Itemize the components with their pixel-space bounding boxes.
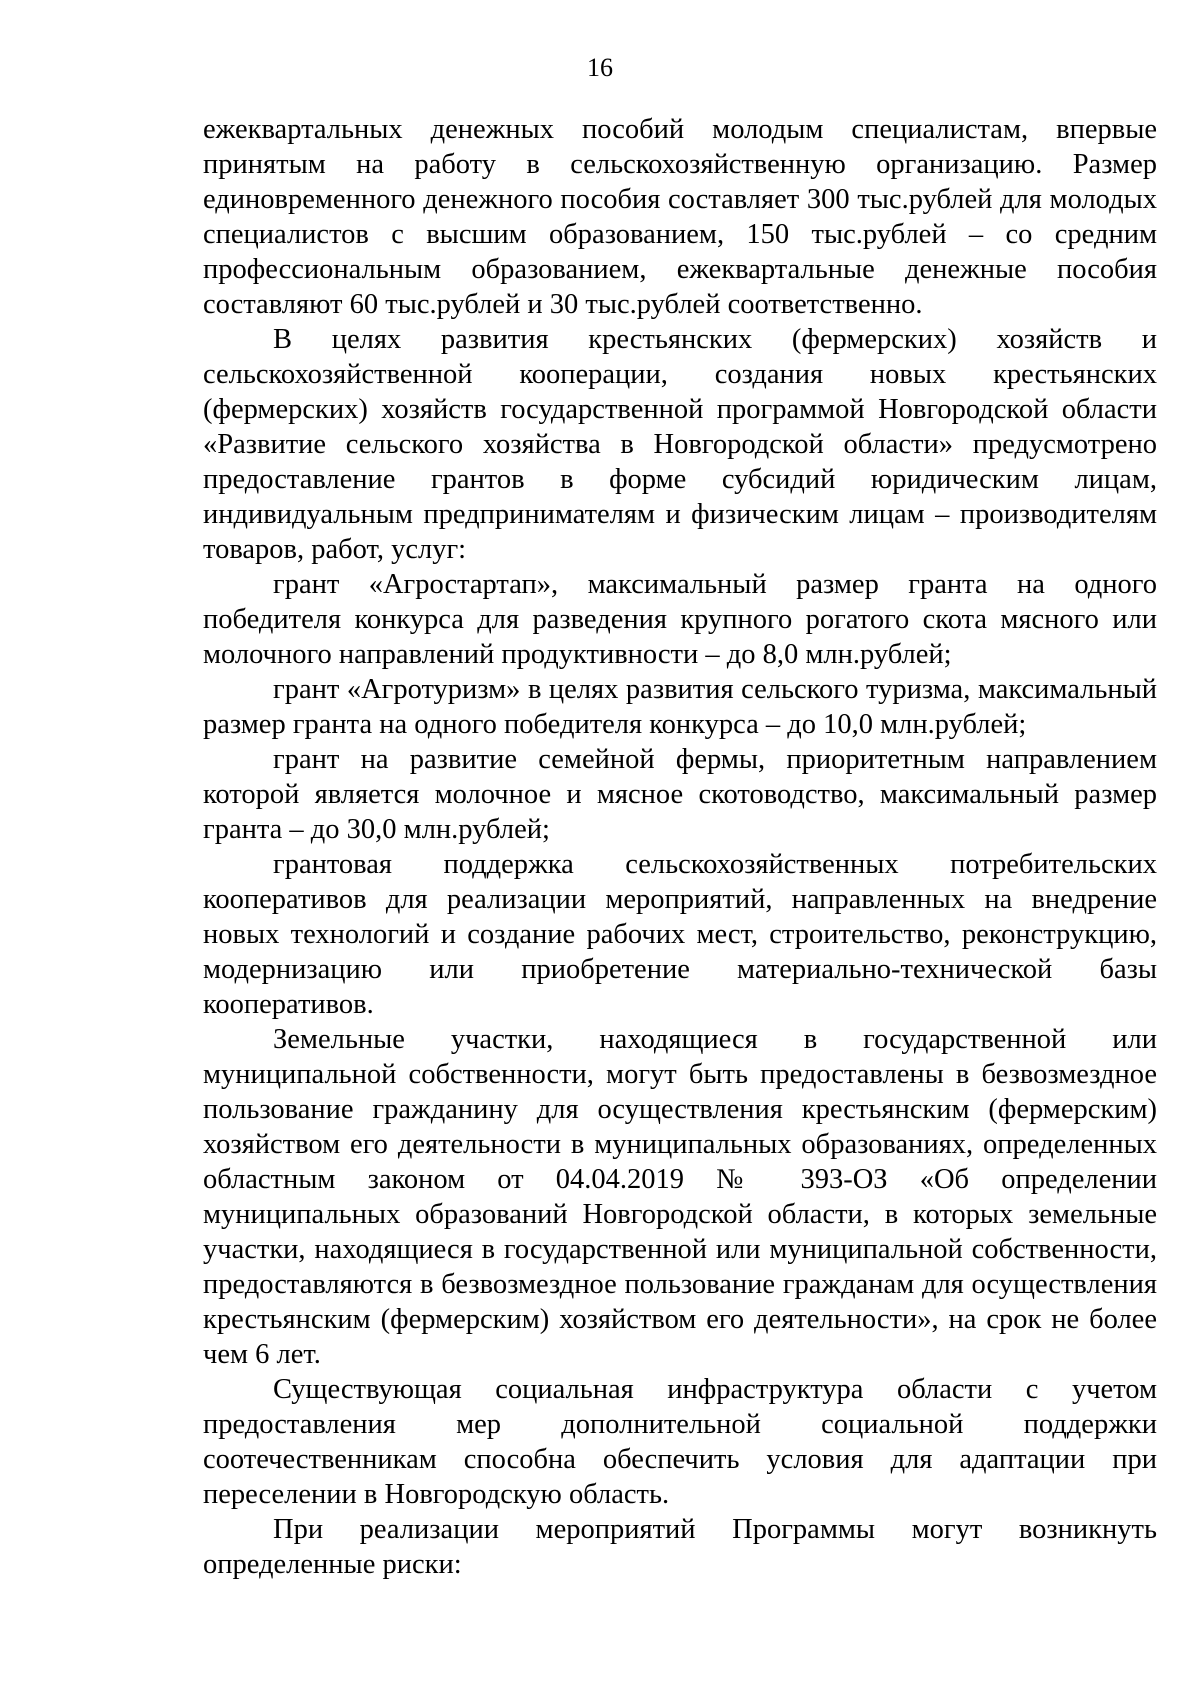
paragraph-land-plots: Земельные участки, находящиеся в государственной или муниципальной собственности, могут быть предоставлены в безвозмездное пользование гражданину для осуществления крестьянским (фермерским) хозяйством его деятельности в муниципальных образованиях, определенных областным законом от 04.04.2019 № 393-ОЗ «Об определении муниципальных образований Новгородской области, в которых земельные участки, находящиеся в государственной или муниципальной собственности, предоставляются в безвозмездное пользование гражданам для осуществления крестьянским (фермерским) хозяйством его деятельности», на срок не более чем 6 лет. xyxy=(203,1024,1157,1370)
paragraph-grant-agrostartap: грант «Агростартап», максимальный размер гранта на одного победителя конкурса для разведения крупного рогатого скота мясного или молочного направлений продуктивности – до 8,0 млн.рублей; xyxy=(203,569,1157,670)
paragraph-social-infrastructure: Существующая социальная инфраструктура области с учетом предоставления мер дополнительной социальной поддержки соотечественникам способна обеспечить условия для адаптации при переселении в Новгородскую область. xyxy=(203,1374,1157,1510)
paragraph-grant-family-farm: грант на развитие семейной фермы, приоритетным направлением которой является молочное и мясное скотоводство, максимальный размер гранта – до 30,0 млн.рублей; xyxy=(203,744,1157,845)
paragraph-risks: При реализации мероприятий Программы могут возникнуть определенные риски: xyxy=(203,1514,1157,1580)
document-body xyxy=(203,112,1157,1582)
paragraph-grants-intro: В целях развития крестьянских (фермерских) хозяйств и сельскохозяйственной кооперации, создания новых крестьянских (фермерских) хозяйств государственной программой Новгородской области «Развитие сельского хозяйства в Новгородской области» предусмотрено предоставление грантов в форме субсидий юридическим лицам, индивидуальным предпринимателям и физическим лицам – производителям товаров, работ, услуг: xyxy=(203,324,1157,565)
paragraph-grant-agrotourism: грант «Агротуризм» в целях развития сельского туризма, максимальный размер гранта на одного победителя конкурса – до 10,0 млн.рублей; xyxy=(203,674,1157,740)
page-number: 16 xyxy=(587,53,613,82)
paragraph-grant-cooperatives: грантовая поддержка сельскохозяйственных потребительских кооперативов для реализации мероприятий, направленных на внедрение новых технологий и создание рабочих мест, строительство, реконструкцию, модернизацию или приобретение материально-технической базы кооперативов. xyxy=(203,849,1157,1020)
paragraph-continuation: ежеквартальных денежных пособий молодым специалистам, впервые принятым на работу в сельскохозяйственную организацию. Размер единовременного денежного пособия составляет 300 тыс.рублей для молодых специалистов с высшим образованием, 150 тыс.рублей – со средним профессиональным образованием, ежеквартальные денежные пособия составляют 60 тыс.рублей и 30 тыс.рублей соответственно. xyxy=(203,114,1157,320)
